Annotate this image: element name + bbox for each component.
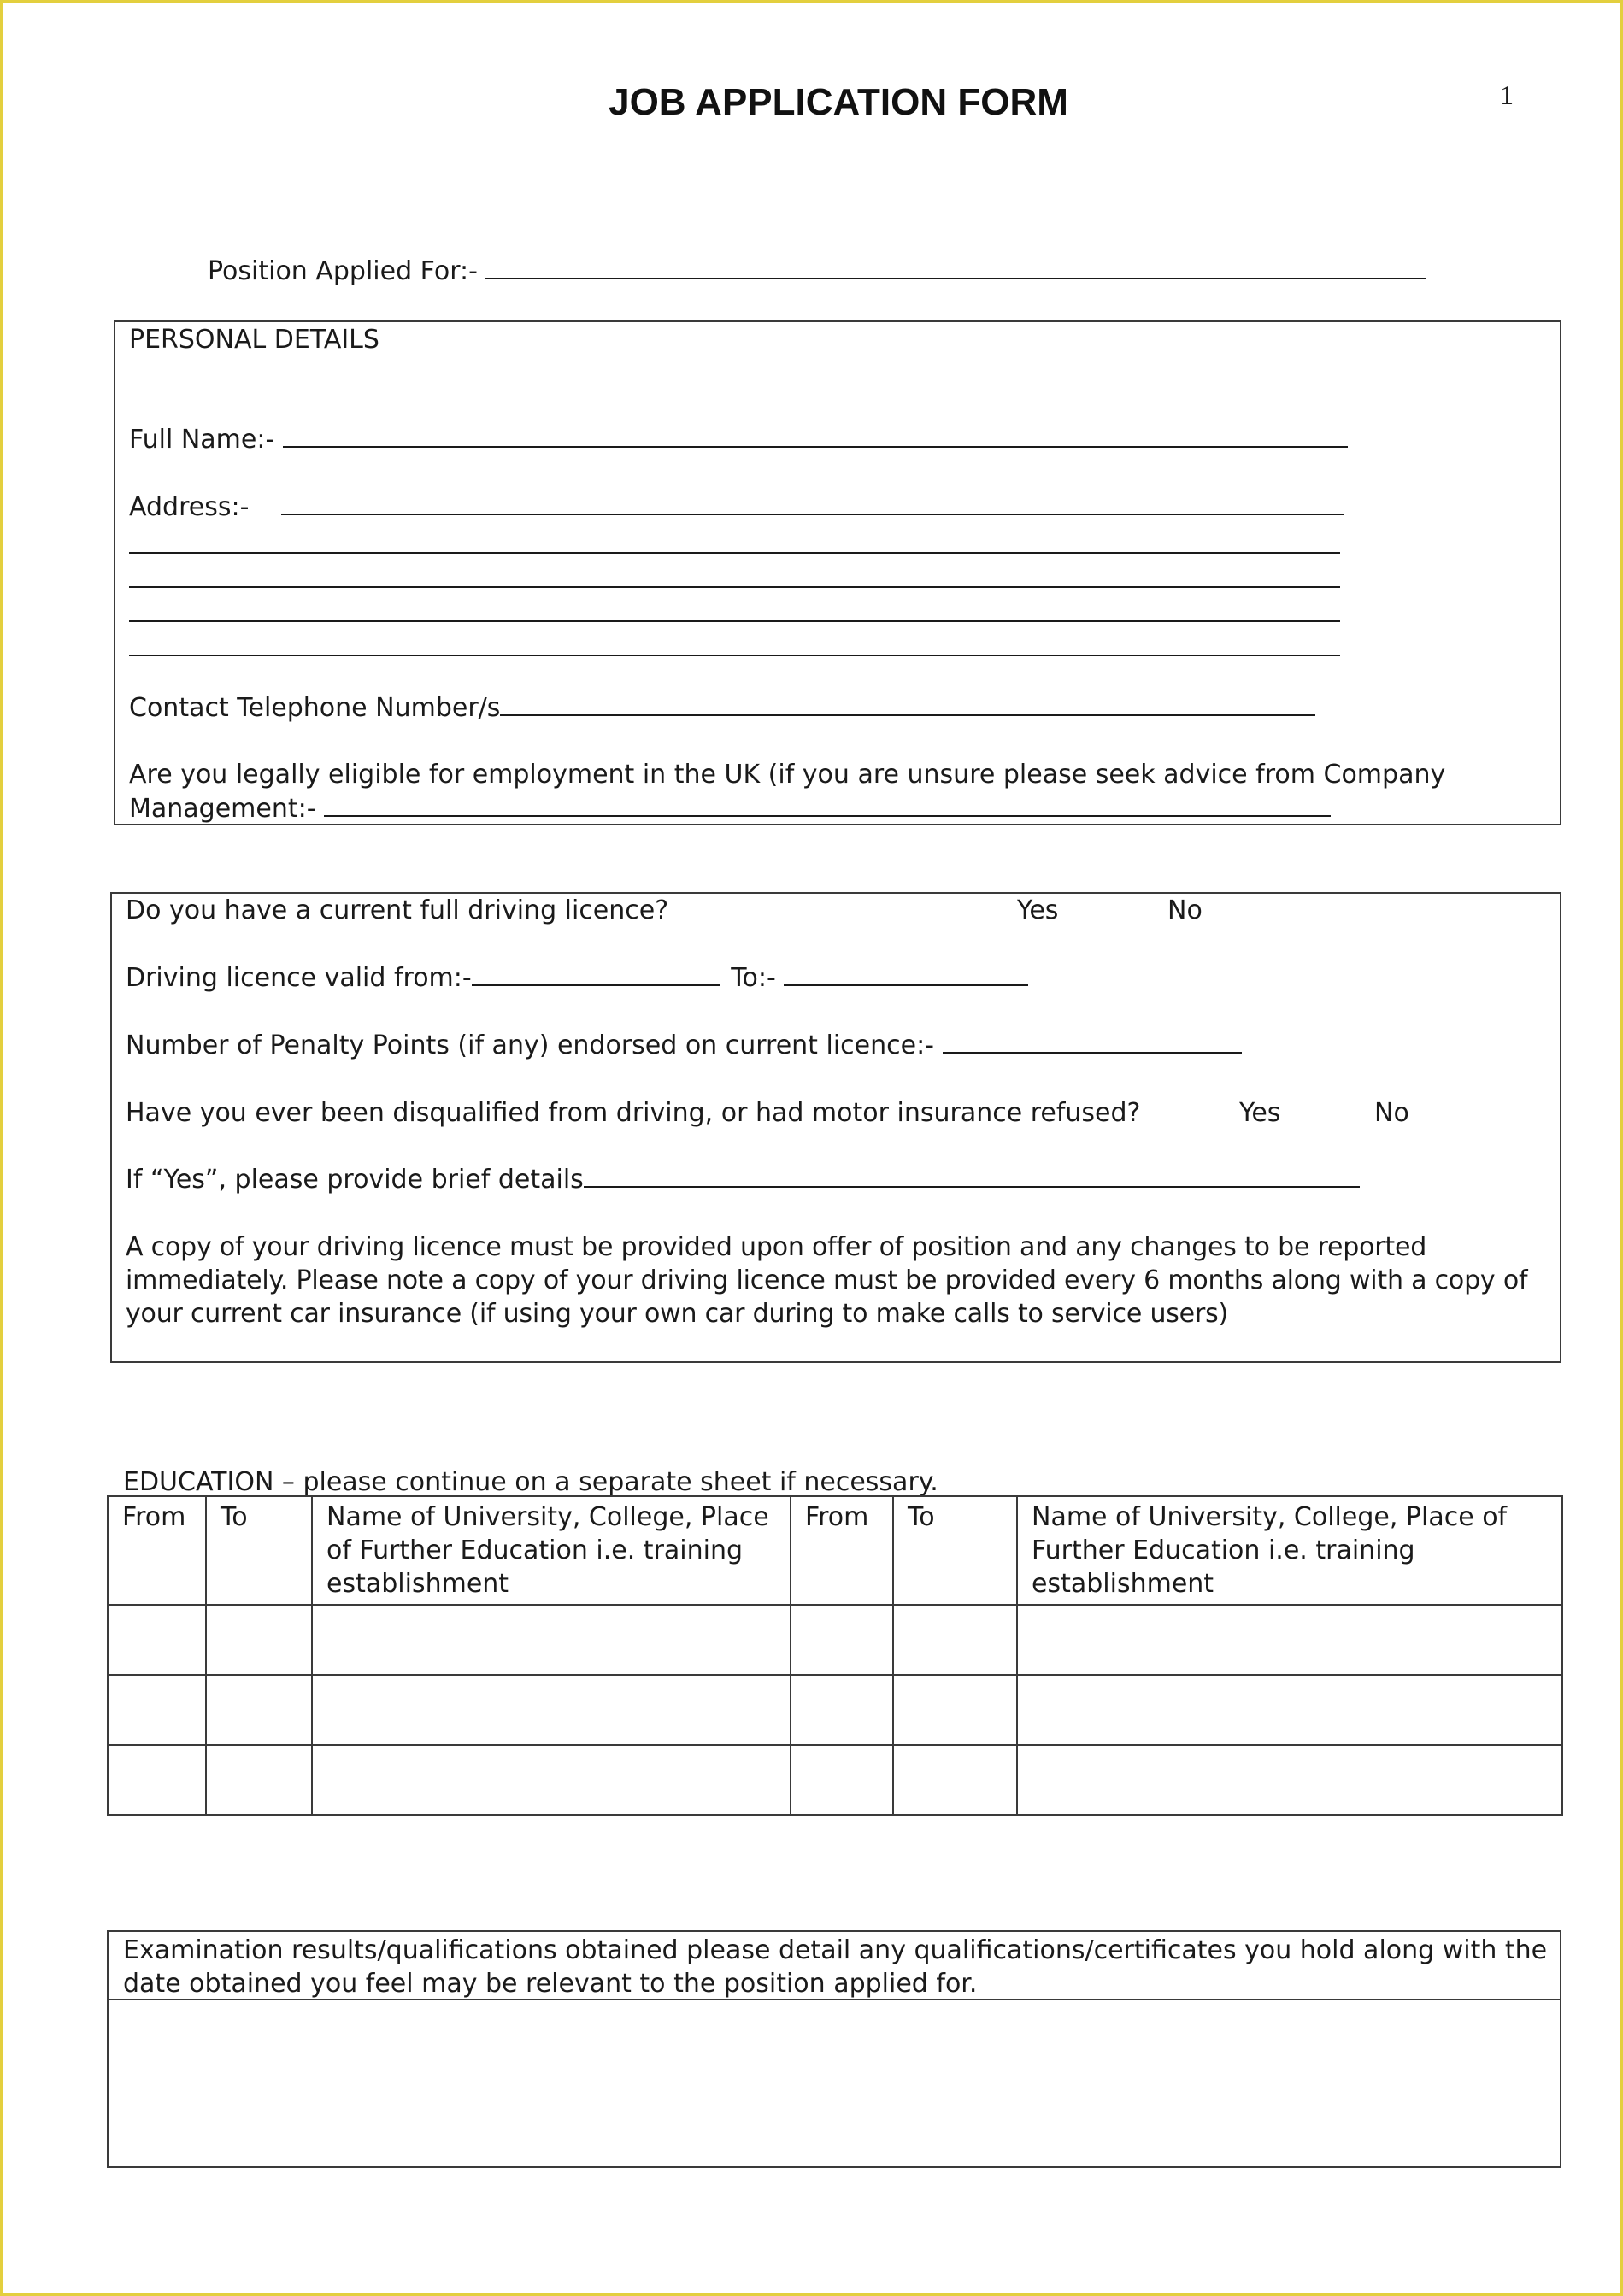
education-cell[interactable] bbox=[206, 1605, 312, 1675]
table-row bbox=[108, 1745, 1562, 1815]
col-header-from-2: From bbox=[791, 1496, 893, 1605]
licence-yes-option[interactable]: Yes bbox=[1017, 895, 1059, 925]
education-cell[interactable] bbox=[1017, 1605, 1562, 1675]
education-cell[interactable] bbox=[1017, 1675, 1562, 1745]
details-label: If “Yes”, please provide brief details bbox=[126, 1165, 584, 1195]
table-row bbox=[108, 1675, 1562, 1745]
page-number: 1 bbox=[1500, 79, 1514, 110]
disqualified-no-option[interactable]: No bbox=[1374, 1098, 1409, 1128]
education-cell[interactable] bbox=[206, 1745, 312, 1815]
address-field-3[interactable] bbox=[129, 586, 1340, 588]
education-cell[interactable] bbox=[206, 1675, 312, 1745]
licence-validity-row bbox=[126, 963, 1028, 993]
telephone-field[interactable] bbox=[500, 696, 1315, 716]
address-field-4[interactable] bbox=[129, 620, 1340, 622]
full-name-row bbox=[129, 425, 1348, 455]
valid-from-field[interactable] bbox=[472, 966, 720, 986]
col-header-institution-2: Name of University, College, Place of Further Education i.e. training establishment bbox=[1017, 1496, 1562, 1605]
education-cell[interactable] bbox=[791, 1675, 893, 1745]
details-field[interactable] bbox=[584, 1167, 1360, 1188]
education-cell[interactable] bbox=[108, 1745, 206, 1815]
education-cell[interactable] bbox=[893, 1745, 1017, 1815]
penalty-points-field[interactable] bbox=[943, 1033, 1242, 1054]
col-header-from: From bbox=[108, 1496, 206, 1605]
personal-details-section bbox=[114, 320, 1561, 825]
address-field-1[interactable] bbox=[281, 495, 1344, 515]
disqualified-yes-option[interactable]: Yes bbox=[1239, 1098, 1281, 1128]
personal-details-heading: PERSONAL DETAILS bbox=[129, 325, 379, 355]
education-table bbox=[107, 1495, 1563, 1816]
col-header-institution: Name of University, College, Place of Further Education i.e. training establishment bbox=[312, 1496, 791, 1605]
education-cell[interactable] bbox=[1017, 1745, 1562, 1815]
eligibility-label: Management:- bbox=[129, 794, 316, 824]
valid-to-label: To:- bbox=[731, 963, 776, 993]
address-label: Address:- bbox=[129, 492, 250, 522]
telephone-row bbox=[129, 693, 1315, 723]
education-cell[interactable] bbox=[791, 1745, 893, 1815]
education-cell[interactable] bbox=[893, 1675, 1017, 1745]
valid-from-label: Driving licence valid from:- bbox=[126, 963, 472, 993]
position-applied-label: Position Applied For:- bbox=[208, 256, 478, 286]
address-field-2[interactable] bbox=[129, 552, 1340, 554]
penalty-points-row bbox=[126, 1031, 1242, 1060]
licence-question: Do you have a current full driving licence? bbox=[126, 895, 669, 925]
eligibility-text: Are you legally eligible for employment in the UK (if you are unsure please seek advice from Company bbox=[129, 760, 1446, 790]
licence-copy-note: A copy of your driving licence must be provided upon offer of position and any changes to be reported immediately. Please note a copy of your driving licence must be provided every 6 months along with a copy of your current car insurance (if using your own car during to make calls to service users) bbox=[126, 1232, 1528, 1329]
col-header-to-2: To bbox=[893, 1496, 1017, 1605]
disqualified-question: Have you ever been disqualified from driving, or had motor insurance refused? bbox=[126, 1098, 1141, 1128]
education-cell[interactable] bbox=[312, 1675, 791, 1745]
telephone-label: Contact Telephone Number/s bbox=[129, 693, 501, 723]
address-field-5[interactable] bbox=[129, 655, 1340, 656]
table-row bbox=[108, 1605, 1562, 1675]
position-applied-row bbox=[208, 256, 1426, 286]
penalty-points-label: Number of Penalty Points (if any) endorsed on current licence:- bbox=[126, 1031, 934, 1060]
position-applied-field[interactable] bbox=[485, 259, 1426, 279]
full-name-label: Full Name:- bbox=[129, 425, 275, 455]
education-cell[interactable] bbox=[108, 1605, 206, 1675]
education-heading: EDUCATION – please continue on a separate sheet if necessary. bbox=[123, 1467, 938, 1497]
education-cell[interactable] bbox=[312, 1605, 791, 1675]
eligibility-field[interactable] bbox=[324, 796, 1331, 817]
full-name-field[interactable] bbox=[283, 427, 1348, 448]
education-cell[interactable] bbox=[893, 1605, 1017, 1675]
licence-no-option[interactable]: No bbox=[1167, 895, 1203, 925]
eligibility-row bbox=[129, 794, 1331, 824]
valid-to-field[interactable] bbox=[784, 966, 1028, 986]
qualifications-input-area[interactable] bbox=[109, 2000, 1560, 2166]
education-cell[interactable] bbox=[312, 1745, 791, 1815]
form-title: JOB APPLICATION FORM bbox=[609, 81, 1068, 123]
col-header-to: To bbox=[206, 1496, 312, 1605]
education-cell[interactable] bbox=[108, 1675, 206, 1745]
qualifications-heading: Examination results/qualifications obtained please detail any qualifications/certificates you hold along with the date obtained you feel may be relevant to the position applied for. bbox=[123, 1935, 1548, 1999]
education-header-row bbox=[108, 1496, 1562, 1605]
details-row bbox=[126, 1165, 1360, 1195]
address-row bbox=[129, 492, 1344, 522]
education-cell[interactable] bbox=[791, 1605, 893, 1675]
